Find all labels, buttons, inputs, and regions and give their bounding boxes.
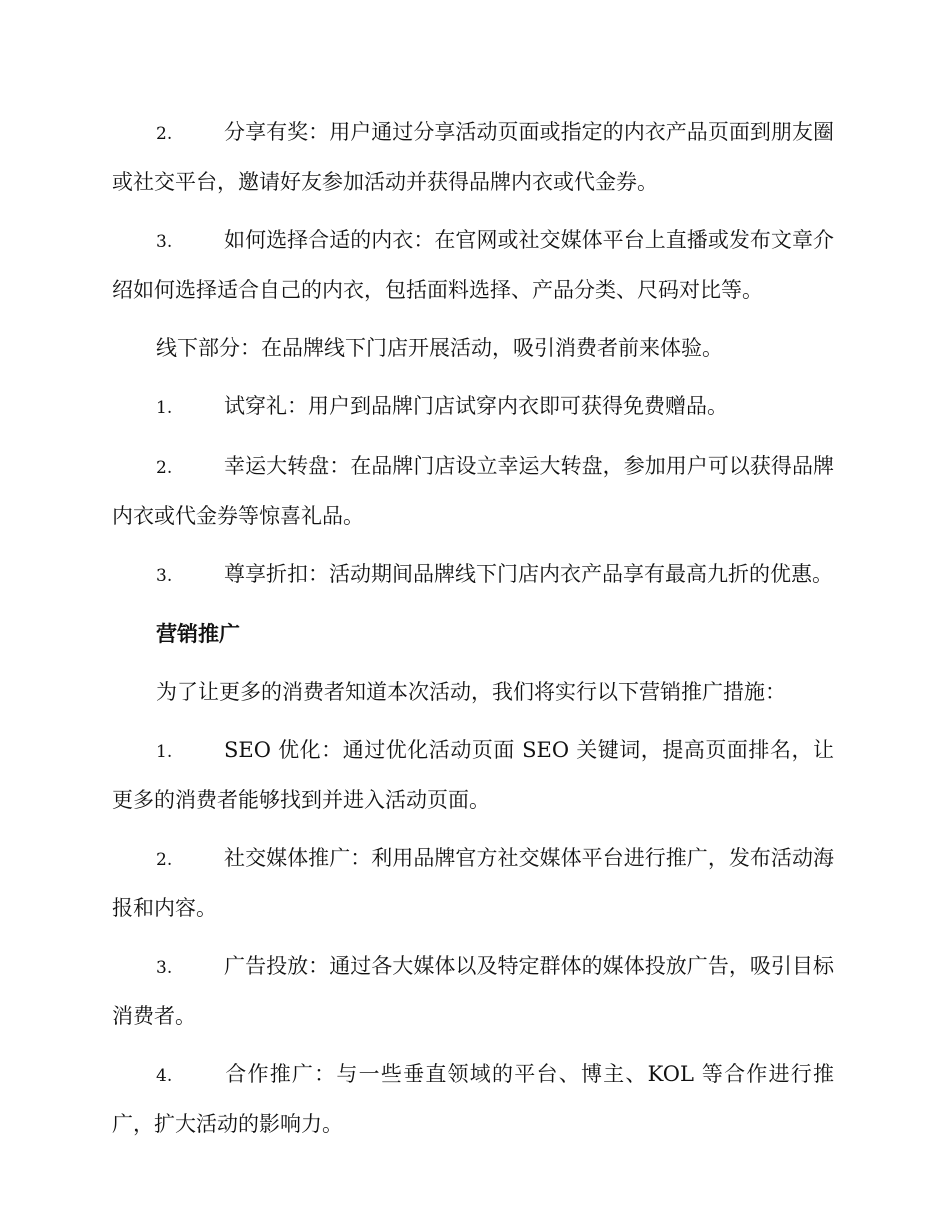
list-number: 3. [156, 232, 173, 252]
list-number: 2. [156, 124, 173, 144]
list-item [112, 382, 834, 432]
list-item [112, 442, 834, 540]
list-text: 如何选择合适的内衣：在官网或社交媒体平台上直播或发布文章介绍如何选择适合自己的内衣，包括面料选择、产品分类、尺码对比等。 [112, 228, 834, 302]
list-item [112, 942, 834, 1040]
list-number: 2. [156, 850, 173, 870]
document-body [112, 108, 834, 1158]
list-text: 试穿礼：用户到品牌门店试穿内衣即可获得免费赠品。 [224, 394, 728, 418]
list-item [112, 726, 834, 824]
list-number: 1. [156, 398, 173, 418]
list-number: 4. [156, 1066, 173, 1086]
list-number: 3. [156, 958, 173, 978]
list-item [112, 216, 834, 314]
list-number: 1. [156, 742, 173, 762]
list-text: 社交媒体推广：利用品牌官方社交媒体平台进行推广，发布活动海报和内容。 [112, 846, 834, 920]
list-text: 尊享折扣：活动期间品牌线下门店内衣产品享有最高九折的优惠。 [224, 562, 833, 586]
list-number: 2. [156, 458, 173, 478]
list-item [112, 1050, 834, 1148]
list-number: 3. [156, 566, 173, 586]
paragraph: 为了让更多的消费者知道本次活动，我们将实行以下营销推广措施： [156, 680, 786, 704]
paragraph: 线下部分：在品牌线下门店开展活动，吸引消费者前来体验。 [156, 336, 723, 360]
list-item [112, 108, 834, 206]
list-text: 广告投放：通过各大媒体以及特定群体的媒体投放广告，吸引目标消费者。 [112, 954, 834, 1028]
list-text: 合作推广：与一些垂直领域的平台、博主、KOL 等合作进行推广，扩大活动的影响力。 [112, 1062, 834, 1136]
list-item [112, 834, 834, 932]
list-text: 幸运大转盘：在品牌门店设立幸运大转盘，参加用户可以获得品牌内衣或代金券等惊喜礼品。 [112, 454, 834, 528]
section-heading: 营销推广 [156, 622, 240, 646]
list-text: 分享有奖：用户通过分享活动页面或指定的内衣产品页面到朋友圈或社交平台，邀请好友参加活动并获得品牌内衣或代金券。 [112, 120, 834, 194]
list-item [112, 550, 834, 600]
list-text: SEO 优化：通过优化活动页面 SEO 关键词，提高页面排名，让更多的消费者能够找到并进入活动页面。 [112, 738, 834, 812]
